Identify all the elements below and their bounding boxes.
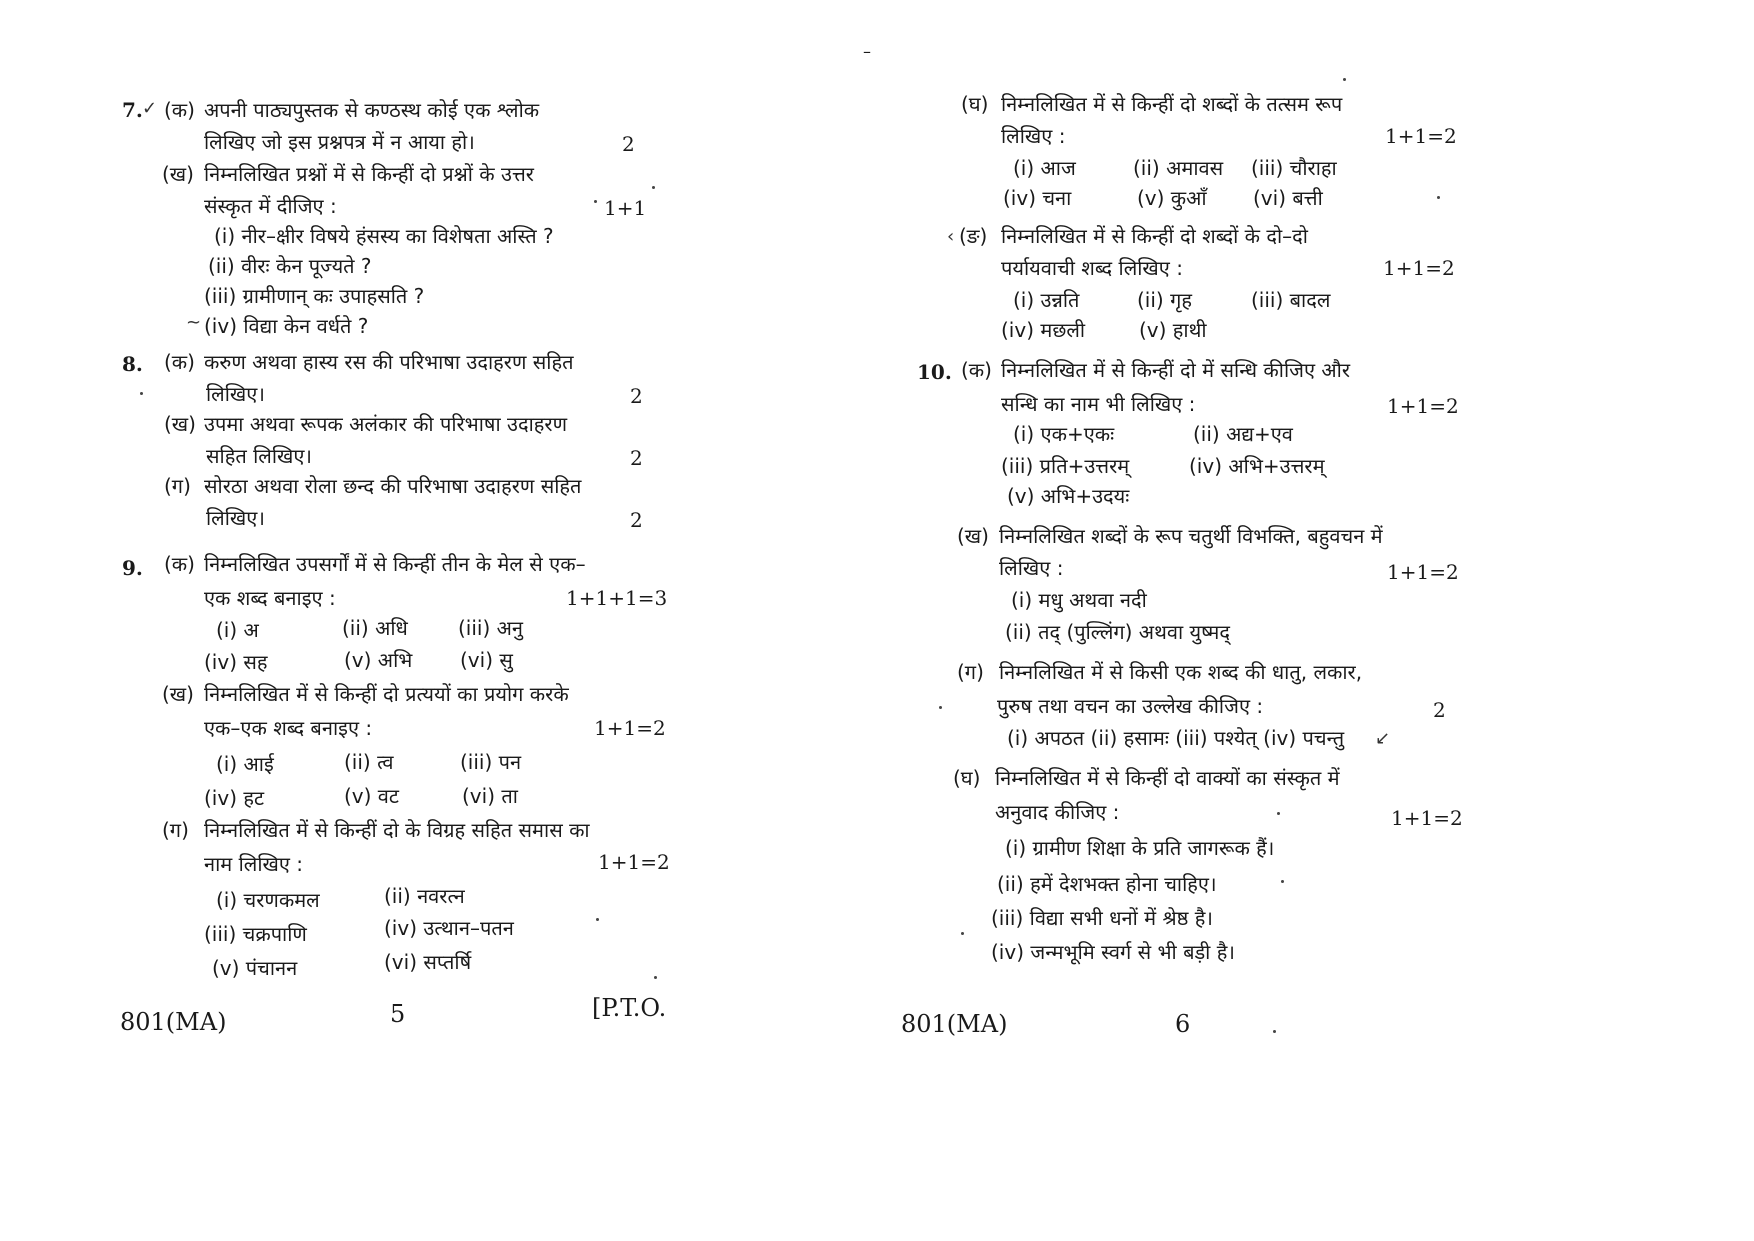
- question-text: निम्नलिखित उपसर्गों में से किन्हीं तीन के मेल से एक–: [204, 552, 586, 576]
- list-item: (i) एक+एकः: [1013, 422, 1115, 446]
- pen-mark: ‹: [947, 226, 955, 247]
- list-item: (iii) विद्या सभी धनों में श्रेष्ठ है।: [991, 906, 1213, 930]
- list-item: (vi) बत्ती: [1253, 186, 1323, 210]
- question-number: 10.: [917, 360, 952, 384]
- list-item: (iv) उत्थान–पतन: [384, 916, 514, 940]
- sub-label: (ग): [162, 818, 189, 842]
- list-item: (i) चरणकमल: [216, 888, 320, 912]
- list-item: (vi) सप्तर्षि: [384, 950, 472, 974]
- sub-label: (क): [164, 552, 195, 576]
- list-item: (i) आज: [1013, 156, 1076, 180]
- question-text: लिखिए :: [1001, 124, 1066, 148]
- list-item: (i) अ: [216, 618, 259, 642]
- question-text: निम्नलिखित प्रश्नों में से किन्हीं दो प्रश्नों के उत्तर: [204, 162, 534, 186]
- list-item: (v) पंचानन: [212, 956, 298, 980]
- question-text: निम्नलिखित शब्दों के रूप चतुर्थी विभक्ति, बहुवचन में: [999, 524, 1383, 548]
- list-item: (vi) ता: [462, 784, 518, 808]
- marks: 1+1+1=3: [566, 586, 668, 610]
- sub-label: (ग): [957, 660, 984, 684]
- sub-label: (ख): [164, 412, 196, 436]
- question-text: सहित लिखिए।: [206, 444, 312, 468]
- marks: 1+1=2: [1383, 256, 1455, 280]
- speck: [654, 976, 657, 979]
- dash-mark: –: [863, 42, 871, 61]
- list-item: (ii) अद्य+एव: [1193, 422, 1293, 446]
- list-item: (iii) बादल: [1251, 288, 1331, 312]
- speck: [1437, 196, 1440, 199]
- question-text: अनुवाद कीजिए :: [995, 800, 1120, 824]
- question-text: लिखिए जो इस प्रश्नपत्र में न आया हो।: [204, 130, 475, 154]
- question-text: लिखिए।: [206, 382, 265, 406]
- question-text: निम्नलिखित में से किन्हीं दो शब्दों के तत्सम रूप: [1001, 92, 1343, 116]
- marks: 2: [630, 508, 643, 532]
- question-text: लिखिए।: [206, 506, 265, 530]
- speck: [1273, 1030, 1276, 1033]
- list-item: (iii) चौराहा: [1251, 156, 1337, 180]
- paper-code: 801(MA): [120, 1008, 227, 1036]
- question-text: निम्नलिखित में से किन्हीं दो प्रत्ययों का प्रयोग करके: [204, 682, 569, 706]
- right-page: [863, 0, 1754, 1241]
- question-text: अपनी पाठ्यपुस्तक से कण्ठस्थ कोई एक श्लोक: [204, 98, 540, 122]
- marks: 1+1=2: [1387, 394, 1459, 418]
- question-number: 8.: [122, 352, 143, 376]
- list-item: (iv) चना: [1003, 186, 1072, 210]
- marks: 2: [630, 384, 643, 408]
- marks: 1+1=2: [1391, 806, 1463, 830]
- list-item: (ii) वीरः केन पूज्यते ?: [208, 254, 372, 278]
- list-item: (i) नीर–क्षीर विषये हंसस्य का विशेषता अस्ति ?: [214, 224, 554, 248]
- question-text: सोरठा अथवा रोला छन्द की परिभाषा उदाहरण सहित: [204, 474, 582, 498]
- marks: 1+1=2: [1385, 124, 1457, 148]
- marks: 1+1=2: [594, 716, 666, 740]
- marks: 2: [622, 132, 635, 156]
- question-number: 9.: [122, 556, 143, 580]
- sub-label: (क): [961, 358, 992, 382]
- list-item: (iv) अभि+उत्तरम्: [1189, 454, 1325, 478]
- paper-code: 801(MA): [901, 1010, 1008, 1038]
- list-item: (iv) हट: [204, 786, 265, 810]
- sub-label: (क): [164, 350, 195, 374]
- pen-mark: ↙: [1375, 728, 1391, 749]
- question-text: संस्कृत में दीजिए :: [204, 194, 337, 218]
- page-number: 6: [1175, 1010, 1191, 1038]
- list-item: (i) उन्नति: [1013, 288, 1080, 312]
- question-text: एक शब्द बनाइए :: [204, 586, 336, 610]
- list-item: (v) अभि+उदयः: [1007, 484, 1130, 508]
- speck: [140, 392, 143, 395]
- list-item: (iv) विद्या केन वर्धते ?: [204, 314, 369, 338]
- list-item: (vi) सु: [460, 648, 513, 672]
- list-item: (iii) प्रति+उत्तरम्: [1001, 454, 1130, 478]
- question-number: 7.: [122, 98, 143, 122]
- page-number: 5: [390, 1000, 406, 1028]
- question-text: निम्नलिखित में से किन्हीं दो में सन्धि कीजिए और: [1001, 358, 1351, 382]
- question-text: निम्नलिखित में से किन्हीं दो शब्दों के दो–दो: [1001, 224, 1308, 248]
- sub-label: (ङ): [959, 224, 988, 248]
- marks: 1+1=2: [598, 850, 670, 874]
- speck: [594, 200, 597, 203]
- sub-label: (घ): [961, 92, 989, 116]
- list-item: (i) ग्रामीण शिक्षा के प्रति जागरूक हैं।: [1005, 836, 1275, 860]
- list-item: (iii) पन: [460, 750, 522, 774]
- marks: 2: [630, 446, 643, 470]
- speck: [1343, 78, 1346, 81]
- sub-label: (ग): [164, 474, 191, 498]
- sub-label: (ख): [957, 524, 989, 548]
- pen-mark: ~: [186, 312, 202, 333]
- speck: [961, 932, 964, 935]
- pto-note: [P.T.O.: [592, 994, 667, 1022]
- marks: 1+1: [604, 196, 647, 220]
- speck: [939, 706, 942, 709]
- list-item: (v) अभि: [344, 648, 413, 672]
- tick-mark: ✓: [142, 98, 158, 119]
- list-item: (ii) गृह: [1137, 288, 1192, 312]
- question-text: लिखिए :: [999, 556, 1064, 580]
- question-text: सन्धि का नाम भी लिखिए :: [1001, 392, 1196, 416]
- list-item: (iii) अनु: [458, 616, 524, 640]
- list-item: (iv) सह: [204, 650, 268, 674]
- question-text: करुण अथवा हास्य रस की परिभाषा उदाहरण सहित: [204, 350, 574, 374]
- list-item: (ii) अमावस: [1133, 156, 1224, 180]
- speck: [652, 186, 655, 189]
- list-item: (iv) जन्मभूमि स्वर्ग से भी बड़ी है।: [991, 940, 1235, 964]
- question-text: एक–एक शब्द बनाइए :: [204, 716, 373, 740]
- list-item: (ii) हमें देशभक्त होना चाहिए।: [997, 872, 1217, 896]
- question-text: निम्नलिखित में से किन्हीं दो वाक्यों का संस्कृत में: [995, 766, 1340, 790]
- list-item: (ii) त्व: [344, 750, 394, 774]
- speck: [1277, 812, 1280, 815]
- list-item: (v) कुआँ: [1137, 186, 1207, 210]
- list-item: (ii) अधि: [342, 616, 408, 640]
- list-item: (i) आई: [216, 752, 274, 776]
- question-text: निम्नलिखित में से किन्हीं दो के विग्रह सहित समास का: [204, 818, 590, 842]
- question-text: निम्नलिखित में से किसी एक शब्द की धातु, लकार,: [999, 660, 1363, 684]
- speck: [596, 918, 599, 921]
- list-item: (ii) नवरत्न: [384, 884, 465, 908]
- question-text: नाम लिखिए :: [204, 852, 304, 876]
- list-item: (i) मधु अथवा नदी: [1011, 588, 1147, 612]
- sub-label: (घ): [953, 766, 981, 790]
- sub-label: (ख): [162, 162, 194, 186]
- question-text: पुरुष तथा वचन का उल्लेख कीजिए :: [997, 694, 1264, 718]
- question-text: उपमा अथवा रूपक अलंकार की परिभाषा उदाहरण: [204, 412, 568, 436]
- list-item: (i) अपठत (ii) हसामः (iii) पश्येत् (iv) पचन्तु: [1007, 726, 1345, 750]
- marks: 2: [1433, 698, 1446, 722]
- list-item: (v) वट: [344, 784, 399, 808]
- sub-label: (ख): [162, 682, 194, 706]
- sub-label: (क): [164, 98, 195, 122]
- list-item: (iv) मछली: [1001, 318, 1086, 342]
- list-item: (v) हाथी: [1139, 318, 1207, 342]
- question-text: पर्यायवाची शब्द लिखिए :: [1001, 256, 1183, 280]
- list-item: (ii) तद् (पुल्लिंग) अथवा युष्मद्: [1005, 620, 1231, 644]
- list-item: (iii) ग्रामीणान् कः उपाहसति ?: [204, 284, 425, 308]
- list-item: (iii) चक्रपाणि: [204, 922, 307, 946]
- speck: [1281, 880, 1284, 883]
- marks: 1+1=2: [1387, 560, 1459, 584]
